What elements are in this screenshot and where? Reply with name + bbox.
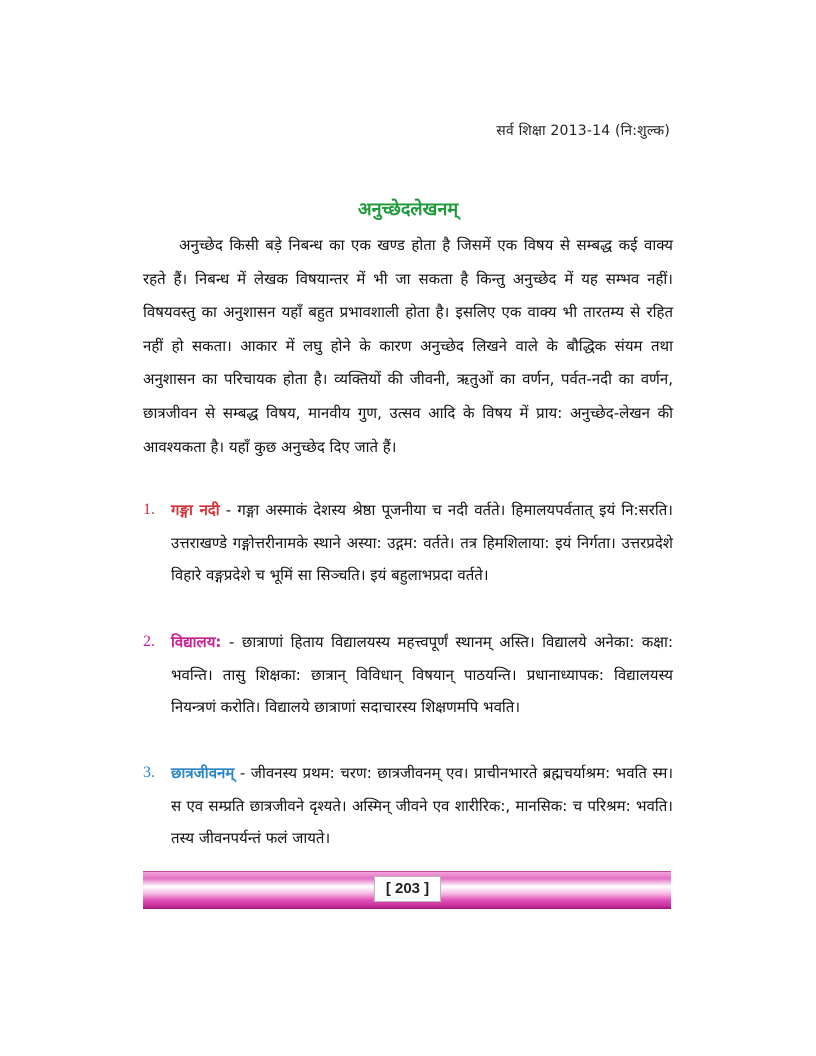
page-number: [ 203 ]	[374, 876, 441, 902]
header-text: सर्व शिक्षा 2013-14 (नि:शुल्क)	[496, 123, 670, 139]
item-text: - छात्राणां हिताय विद्यालयस्य महत्त्वपूर्णं स्थानम् अस्ति। विद्यालये अनेका: कक्षा: भवन्ति। तासु शिक्षका: छात्रान् विविधान् विषयान् पाठयन्ति। प्रधानाध्यापक: विद्यालयस्य नियन्त्रणं करोति। विद्यालये छात्राणां सदाचारस्य शिक्षणमपि भवति।	[171, 633, 673, 717]
item-text: - जीवनस्य प्रथम: चरण: छात्रजीवनम् एव। प्राचीनभारते ब्रह्मचर्याश्रम: भवति स्म। स एव सम्प्रति छात्रजीवने दृश्यते। अस्मिन् जीवने एव शारीरिक:, मानसिक: च परिश्रम: भवति। तस्य जीवनपर्यन्तं फलं जायते।	[171, 764, 673, 848]
item-number: 2.	[143, 633, 155, 650]
item-number: 3.	[143, 764, 155, 781]
item-body	[171, 494, 673, 592]
item-term: छात्रजीवनम्	[171, 764, 235, 782]
item-text: - गङ्गा अस्माकं देशस्य श्रेष्ठा पूजनीया च नदी वर्तते। हिमालयपर्वतात् इयं नि:सरति। उत्तराखण्डे गङ्गोत्तरीनामके स्थाने अस्या: उद्गम: वर्तते। तत्र हिमशिलाया: इयं निर्गता। उत्तरप्रदेशे विहारे वङ्गप्रदेशे च भूमिं सा सिञ्चति। इयं बहुलाभप्रदा वर्तते।	[171, 501, 673, 585]
item-number: 1.	[143, 501, 155, 518]
page-title: अनुच्छेदलेखनम्	[357, 199, 459, 220]
item-term: विद्यालय:	[171, 633, 222, 651]
intro-paragraph: अनुच्छेद किसी बड़े निबन्ध का एक खण्ड होता है जिसमें एक विषय से सम्बद्ध कई वाक्य रहते हैं। निबन्ध में लेखक विषयान्तर में भी जा सकता है किन्तु अनुच्छेद में यह सम्भव नहीं। विषयवस्तु का अनुशासन यहाँ बहुत प्रभावशाली होता है। इसलिए एक वाक्य भी तारतम्य से रहित नहीं हो सकता। आकार में लघु होने के कारण अनुच्छेद लिखने वाले के बौद्धिक संयम तथा अनुशासन का परिचायक होता है। व्यक्तियों की जीवनी, ऋतुओं का वर्णन, पर्वत-नदी का वर्णन, छात्रजीवन से सम्बद्ध विषय, मानवीय गुण, उत्सव आदि के विषय में प्राय: अनुच्छेद-लेखन की आवश्यकता है। यहाँ कुछ अनुच्छेद दिए जाते हैं।	[143, 236, 673, 456]
list-item	[143, 626, 673, 724]
item-body	[171, 757, 673, 855]
item-term: गङ्गा नदी	[171, 501, 220, 519]
list-item	[143, 757, 673, 855]
item-body	[171, 626, 673, 724]
list-item	[143, 494, 673, 592]
